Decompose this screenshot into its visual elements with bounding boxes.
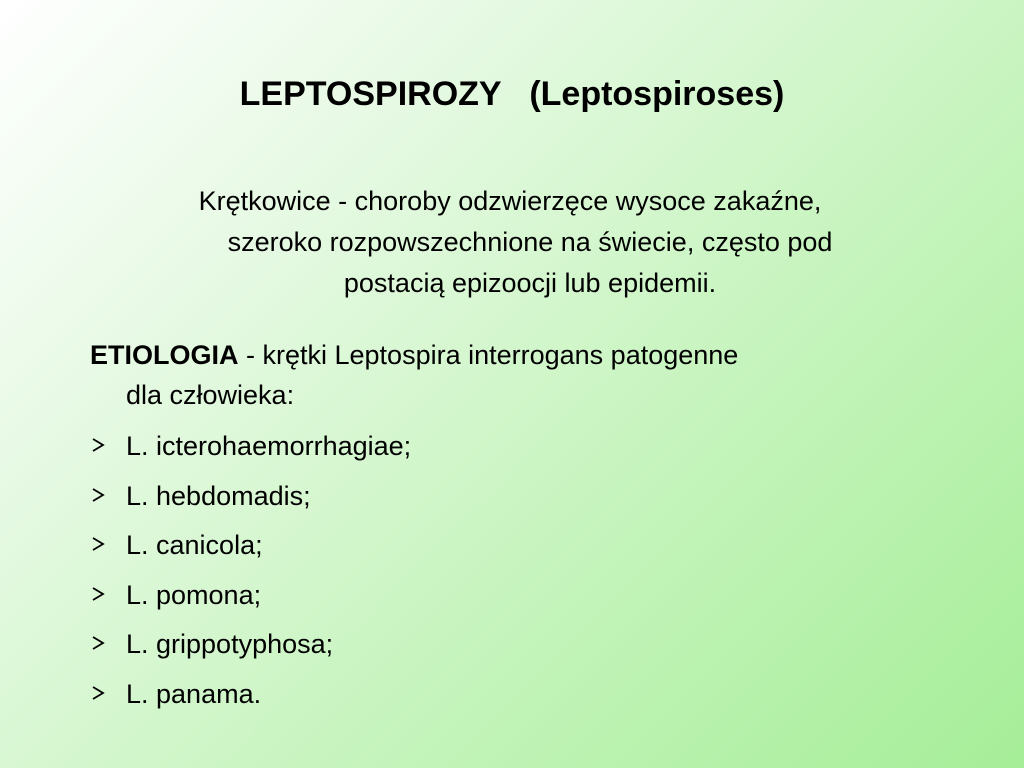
arrow-bullet-icon bbox=[90, 685, 106, 701]
intro-line: Krętkowice - choroby odzwierzęce wysoce zakaźne, bbox=[198, 186, 822, 216]
species-name: L. hebdomadis; bbox=[126, 480, 311, 511]
arrow-bullet-icon bbox=[90, 586, 106, 602]
list-item bbox=[90, 622, 411, 672]
list-item bbox=[90, 573, 411, 623]
intro-paragraph bbox=[110, 181, 950, 304]
intro-line: postacią epizoocji lub epidemii. bbox=[343, 268, 717, 298]
arrow-bullet-icon bbox=[90, 536, 106, 552]
etiology-text: - krętki Leptospira interrogans patogenne bbox=[238, 340, 739, 370]
list-item bbox=[90, 523, 411, 573]
species-name: L. pomona; bbox=[126, 579, 262, 610]
etiology-heading: ETIOLOGIA bbox=[90, 340, 239, 370]
species-name: L. panama. bbox=[126, 678, 262, 709]
etiology-line: dla człowieka: bbox=[126, 380, 295, 410]
list-item bbox=[90, 424, 411, 474]
etiology-line bbox=[90, 335, 940, 375]
slide-title: LEPTOSPIROZY (Leptospiroses) bbox=[239, 75, 785, 113]
species-name: L. canicola; bbox=[126, 530, 263, 560]
list-item bbox=[90, 672, 411, 722]
arrow-bullet-icon bbox=[90, 635, 106, 651]
species-name: L. grippotyphosa; bbox=[126, 629, 334, 659]
arrow-bullet-icon bbox=[90, 487, 106, 503]
list-item bbox=[90, 474, 411, 524]
arrow-bullet-icon bbox=[90, 437, 106, 453]
species-list bbox=[90, 424, 411, 721]
etiology-paragraph bbox=[90, 335, 940, 415]
species-name: L. icterohaemorrhagiae; bbox=[126, 431, 412, 461]
intro-line: szeroko rozpowszechnione na świecie, często pod bbox=[227, 227, 833, 257]
